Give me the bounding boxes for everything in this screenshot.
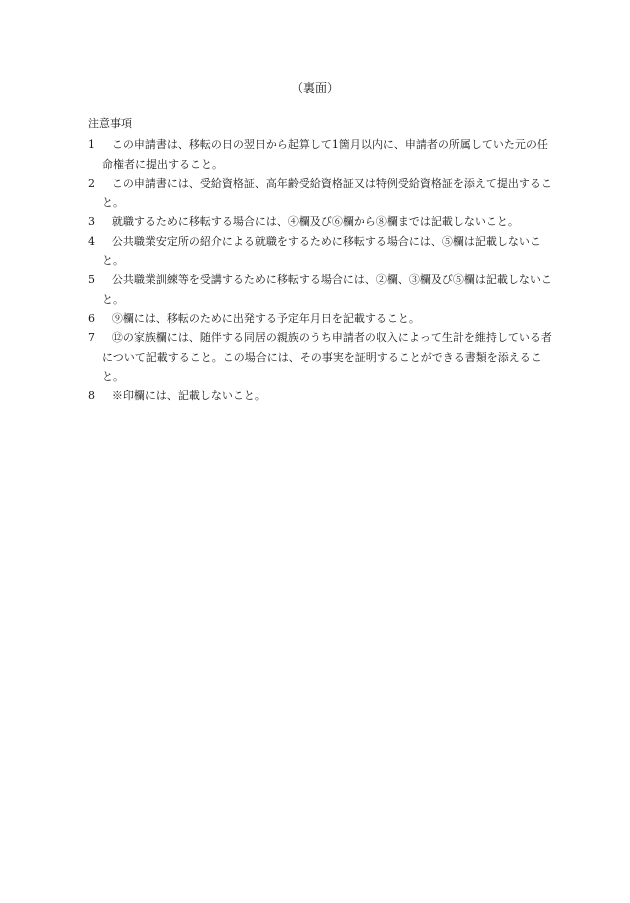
note-item-6: [88, 309, 558, 328]
note-item-3: [88, 212, 558, 231]
note-text: 就職するために移転する場合には、④欄及び⑥欄から⑧欄までは記載しないこと。: [111, 215, 519, 229]
note-item-5: [88, 270, 558, 309]
note-number: 4: [88, 234, 95, 248]
note-item-8: [88, 386, 558, 405]
note-text: この申請書には、受給資格証、高年齢受給資格証又は特例受給資格証を添えて提出すること。: [102, 176, 552, 210]
note-number: 2: [88, 176, 95, 190]
note-text: ※印欄には、記載しないこと。: [111, 389, 266, 403]
note-number: 3: [88, 215, 95, 229]
note-text: この申請書は、移転の日の翌日から起算して1箇月以内に、申請者の所属していた元の任命権者に提出すること。: [102, 138, 548, 171]
note-item-4: [88, 232, 558, 271]
note-text: 公共職業安定所の紹介による就職をするために移転する場合には、⑤欄は記載しないこと。: [102, 234, 541, 268]
notes-section: [88, 114, 558, 405]
note-text: 公共職業訓練等を受講するために移転する場合には、②欄、③欄及び⑤欄は記載しないこと。: [102, 273, 552, 306]
notes-list: [88, 135, 558, 405]
note-text: ⑨欄には、移転のために出発する予定年月日を記載すること。: [111, 311, 420, 325]
note-number: 5: [88, 273, 95, 287]
note-number: 1: [88, 138, 95, 152]
note-number: 8: [88, 389, 95, 403]
note-number: 6: [88, 311, 95, 325]
note-item-7: [88, 328, 558, 386]
note-text: ⑫の家族欄には、随伴する同居の親族のうち申請者の収入によって生計を維持している者について記載すること。この場合には、その事実を証明することができる書類を添えること。: [102, 331, 552, 383]
note-item-1: [88, 135, 558, 174]
note-item-2: [88, 174, 558, 213]
notes-heading: 注意事項: [88, 117, 132, 130]
page-side-label: （裏面）: [290, 81, 339, 95]
note-number: 7: [88, 331, 95, 345]
